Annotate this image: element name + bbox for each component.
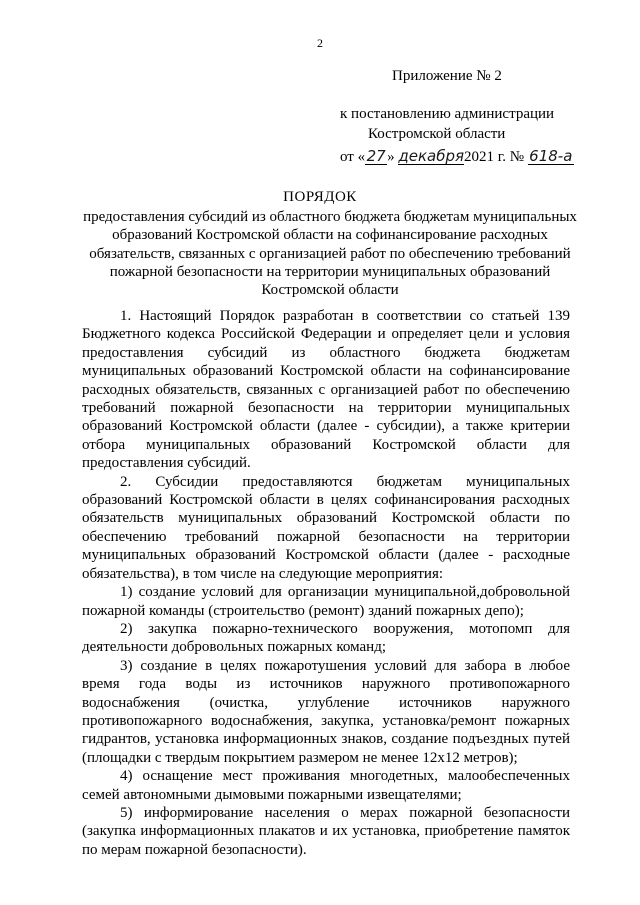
date-year: 2021 г. № — [464, 149, 525, 165]
date-prefix: от « — [340, 149, 366, 165]
appendix-title: Приложение № 2 — [392, 68, 502, 84]
document-subtitle: предоставления субсидий из областного бюджета бюджетам муниципальных образований Костромской области на софинансирование расходных обязательств, связанных с организацией работ по обеспечению требований пожарной безопасности на территории муниципальных образований Костромской области — [83, 209, 577, 299]
paragraph: 5) информирование населения о мерах пожарной безопасности (закупка информационных плакатов и их установка, приобретение памяток по мерам пожарной безопасности). — [82, 804, 570, 858]
document-body — [82, 307, 570, 859]
paragraph: 1) создание условий для организации муниципальной,добровольной пожарной команды (строительство (ремонт) зданий пожарных депо); — [82, 584, 570, 619]
appendix-decree-line: к постановлению администрации — [340, 106, 555, 122]
paragraph: 1. Настоящий Порядок разработан в соответствии со статьей 139 Бюджетного кодекса Российской Федерации и определяет цели и условия предоставления субсидий из областного бюджета бюджетам муниципальных образований Костромской области на софинансирование расходных обязательств, связанных с организацией работ по обеспечению требований пожарной безопасности на территории муниципальных образований Костромской области (далее - субсидии), а также критерии отбора муниципальных образований Костромской области для предоставления субсидий. — [82, 308, 570, 472]
appendix-region-line: Костромской области — [368, 126, 506, 142]
paragraph: 2. Субсидии предоставляются бюджетам муниципальных образований Костромской области в целях софинансирования расходных обязательств муниципальных образований Костромской области по обеспечению требований пожарной безопасности на территории муниципальных образований Костромской области (далее - расходные обязательства), в том числе на следующие мероприятия: — [82, 473, 570, 582]
handwritten-month: декабря — [398, 147, 465, 165]
document-title: ПОРЯДОК — [283, 189, 357, 205]
paragraph: 2) закупка пожарно-технического вооружения, мотопомп для деятельности добровольных пожарных команд; — [82, 620, 570, 656]
paragraph: 4) оснащение мест проживания многодетных, малообеспеченных семей автономными дымовыми пожарными извещателями; — [82, 768, 570, 803]
paragraph: 3) создание в целях пожаротушения условий для забора в любое время года воды из источников наружного противопожарного водоснабжения (очистка, углубление источников наружного противопожарного водоснабжения, закупка, установка/ремонт пожарных гидрантов, установка информационных знаков, создание подъездных путей (площадки с твердым покрытием размером не менее 12x12 метров); — [82, 657, 570, 766]
handwritten-doc-number: 618-а — [529, 147, 573, 165]
handwritten-day: 27 — [366, 147, 386, 165]
appendix-date-line — [340, 147, 574, 167]
page-number: 2 — [317, 36, 323, 50]
date-mid: » — [387, 149, 395, 165]
